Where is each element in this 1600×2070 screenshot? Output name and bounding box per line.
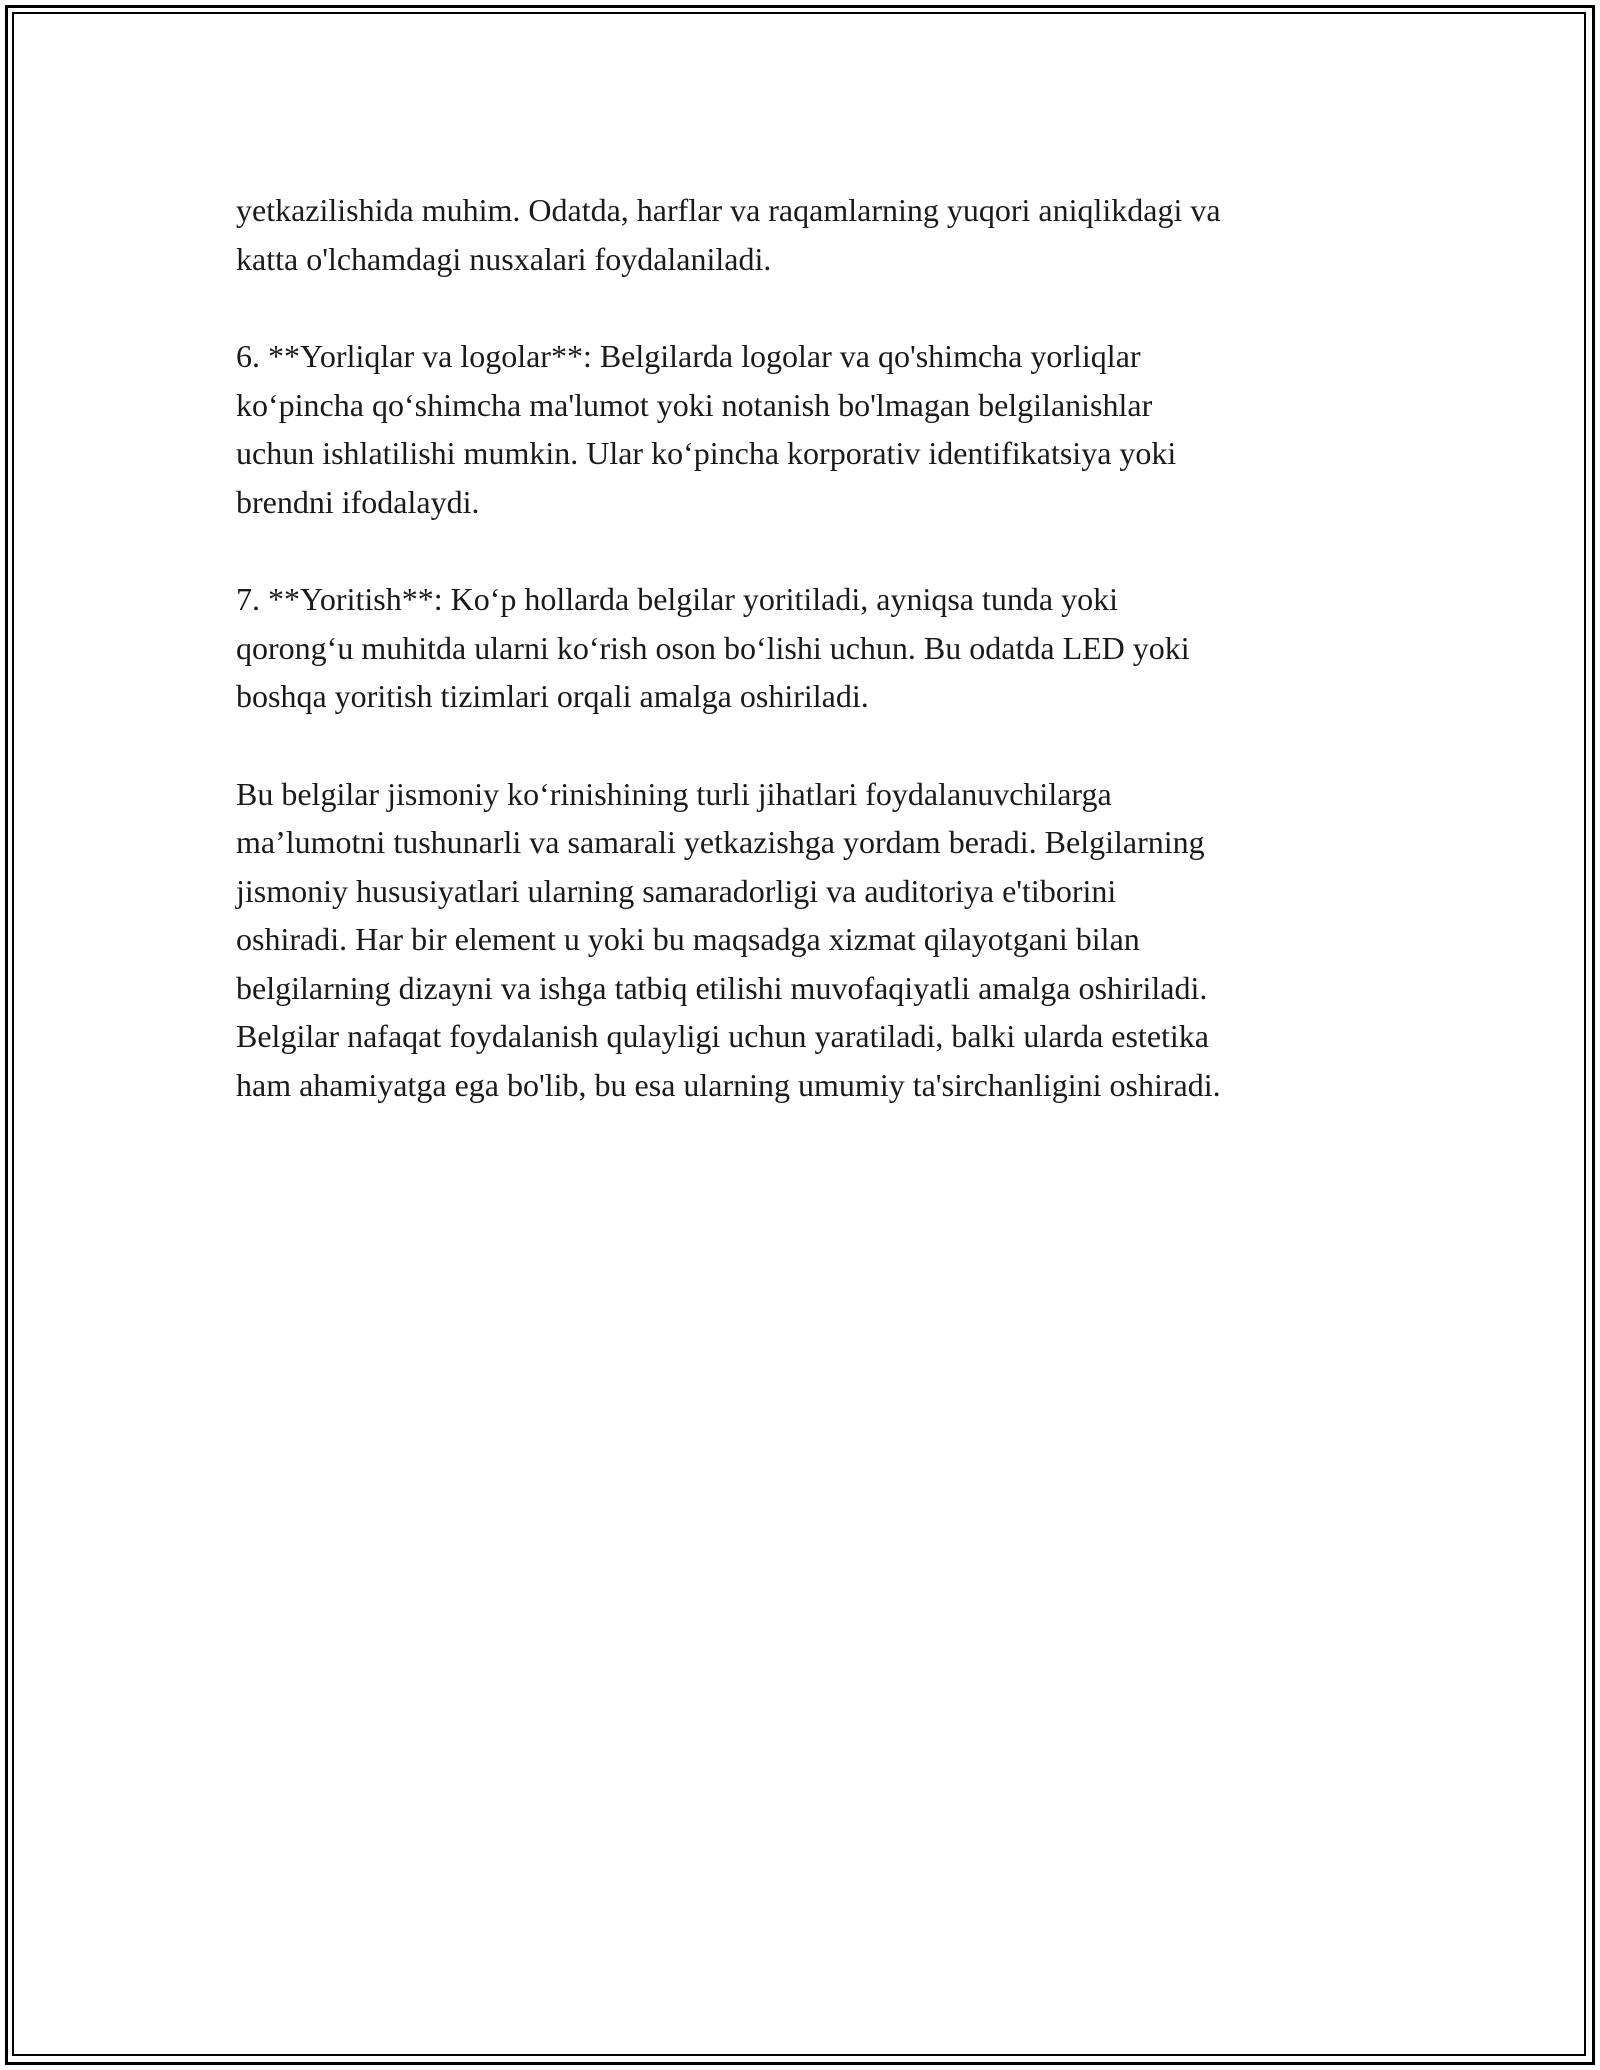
- text-line: ma’lumotni tushunarli va samarali yetkazishga yordam beradi. Belgilarning: [236, 824, 1205, 860]
- text-line: katta o'lchamdagi nusxalari foydalaniladi.: [236, 240, 772, 277]
- text-line: oshiradi. Har bir element u yoki bu maqsadga xizmat qilayotgani bilan: [236, 921, 1140, 957]
- text-line: jismoniy hususiyatlari ularning samaradorligi va auditoriya e'tiborini: [236, 872, 1117, 909]
- text-line: belgilarning dizayni va ishga tatbiq etilishi muvofaqiyatli amalga oshiriladi.: [236, 969, 1208, 1006]
- text-line: ko‘pincha qo‘shimcha ma'lumot yoki notanish bo'lmagan belgilanishlar: [236, 386, 1153, 423]
- text-line: boshqa yoritish tizimlari orqali amalga oshiriladi.: [236, 678, 869, 714]
- text-line: Belgilar nafaqat foydalanish qulayligi uchun yaratiladi, balki ularda estetika: [236, 1018, 1209, 1054]
- text-line: brendni ifodalaydi.: [236, 483, 480, 520]
- text-line: uchun ishlatilishi mumkin. Ular ko‘pincha korporativ identifikatsiya yoki: [236, 435, 1177, 471]
- paragraph-item-6: [236, 332, 1376, 526]
- paragraph-conclusion: [236, 770, 1376, 1110]
- text-line: 6. **Yorliqlar va logolar**: Belgilarda logolar va qo'shimcha yorliqlar: [236, 338, 1141, 374]
- paragraph-continuation: [236, 186, 1376, 283]
- text-line: ham ahamiyatga ega bo'lib, bu esa ularning umumiy ta'sirchanligini oshiradi.: [236, 1066, 1221, 1103]
- paragraph-item-7: [236, 575, 1376, 721]
- text-line: qorong‘u muhitda ularni ko‘rish oson bo‘lishi uchun. Bu odatda LED yoki: [236, 629, 1190, 666]
- document-body: [236, 186, 1376, 1158]
- text-line: yetkazilishida muhim. Odatda, harflar va raqamlarning yuqori aniqlikdagi va: [236, 192, 1221, 228]
- text-line: Bu belgilar jismoniy ko‘rinishining turli jihatlari foydalanuvchilarga: [236, 775, 1112, 812]
- text-line: 7. **Yoritish**: Ko‘p hollarda belgilar yoritiladi, ayniqsa tunda yoki: [236, 581, 1118, 617]
